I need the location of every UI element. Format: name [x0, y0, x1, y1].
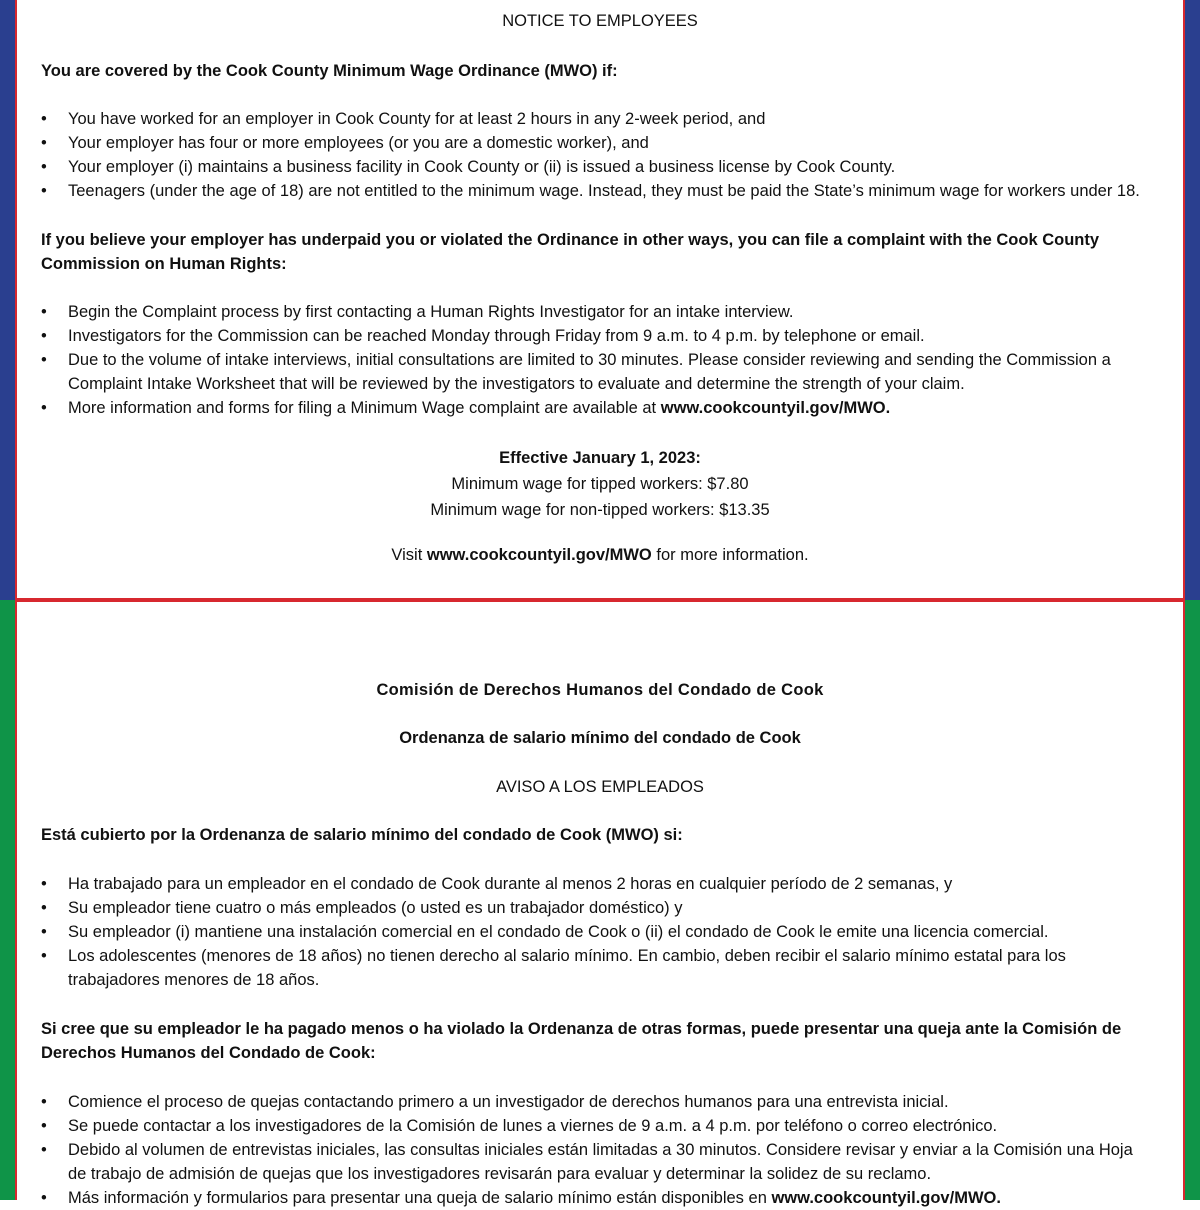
coverage-item-es: • Los adolescentes (menores de 18 años) no tienen derecho al salario mínimo. En cambio, deben recibir el salario mínimo estatal para los trabajadores menores de 18 años. [41, 944, 1153, 992]
coverage-list-es [41, 872, 1153, 992]
coverage-item-es: • Ha trabajado para un empleador en el condado de Cook durante al menos 2 horas en cualquier período de 2 semanas, y [41, 872, 1153, 896]
tipped-wage: Minimum wage for tipped workers: $7.80 [451, 475, 749, 493]
complaint-item: • Investigators for the Commission can be reached Monday through Friday from 9 a.m. to 4 p.m. by telephone or email. [41, 324, 1153, 348]
coverage-item: • Teenagers (under the age of 18) are not entitled to the minimum wage. Instead, they must be paid the State’s minimum wage for workers under 18. [41, 179, 1153, 203]
non-tipped-wage: Minimum wage for non-tipped workers: $13.35 [430, 501, 770, 519]
complaint-item: • Due to the volume of intake interviews, initial consultations are limited to 30 minutes. Please consider reviewing and sending the Commission a Complaint Intake Worksheet that will be reviewed by the investigators to evaluate and determine the strength of your claim. [41, 348, 1153, 396]
ordinance-title: Ordenanza de salario mínimo del condado de Cook [399, 729, 801, 747]
left-blue-border [0, 0, 15, 600]
visit-prefix: Visit [391, 546, 427, 564]
coverage-item: • Your employer has four or more employees (or you are a domestic worker), and [41, 131, 1153, 155]
coverage-heading-es: Está cubierto por la Ordenanza de salario mínimo del condado de Cook (MWO) si: [41, 826, 683, 844]
mwo-website-link[interactable]: www.cookcountyil.gov/MWO. [660, 399, 891, 417]
coverage-item: • Your employer (i) maintains a business facility in Cook County or (ii) is issued a business license by Cook County. [41, 155, 1153, 179]
spanish-notice-panel [15, 600, 1185, 1207]
complaint-heading-es: Si cree que su empleador le ha pagado menos o ha violado la Ordenanza de otras formas, puede presentar una queja ante la Comisión de Derechos Humanos del Condado de Cook: [41, 1020, 1122, 1062]
coverage-item-es: • Su empleador tiene cuatro o más empleados (o usted es un trabajador doméstico) y [41, 896, 1153, 920]
coverage-item-es: • Su empleador (i) mantiene una instalación comercial en el condado de Cook o (ii) el condado de Cook le emite una licencia comercial. [41, 920, 1153, 944]
complaint-item-more-info-es [41, 1186, 1153, 1210]
visit-line [17, 544, 1183, 566]
complaint-list [41, 300, 1153, 420]
more-info-text: More information and forms for filing a Minimum Wage complaint are available at [68, 399, 661, 417]
complaint-item-es: • Comience el proceso de quejas contactando primero a un investigador de derechos humanos para una entrevista inicial. [41, 1090, 1153, 1114]
coverage-heading: You are covered by the Cook County Minimum Wage Ordinance (MWO) if: [41, 62, 618, 80]
english-notice-panel [15, 0, 1185, 600]
right-green-border [1185, 600, 1200, 1200]
right-blue-border [1185, 0, 1200, 600]
complaint-list-es [41, 1090, 1153, 1210]
complaint-item-more-info [41, 396, 1153, 420]
notice-title-es: AVISO A LOS EMPLEADOS [496, 778, 704, 796]
visit-link[interactable]: www.cookcountyil.gov/MWO [426, 546, 652, 564]
complaint-item: • Begin the Complaint process by first contacting a Human Rights Investigator for an intake interview. [41, 300, 1153, 324]
complaint-item-es: • Se puede contactar a los investigadores de la Comisión de lunes a viernes de 9 a.m. a 4 p.m. por teléfono o correo electrónico. [41, 1114, 1153, 1138]
mwo-website-link-es[interactable]: www.cookcountyil.gov/MWO. [771, 1189, 1001, 1207]
left-green-border [0, 600, 15, 1200]
more-info-text-es: Más información y formularios para presentar una queja de salario mínimo están disponibles en [68, 1189, 772, 1207]
effective-wages [17, 445, 1183, 523]
notice-title: NOTICE TO EMPLOYEES [502, 12, 698, 30]
visit-suffix: for more information. [651, 546, 809, 564]
complaint-heading: If you believe your employer has underpaid you or violated the Ordinance in other ways, you can file a complaint with the Cook County Commission on Human Rights: [41, 231, 1100, 273]
coverage-item: • You have worked for an employer in Cook County for at least 2 hours in any 2-week period, and [41, 107, 1153, 131]
coverage-list [41, 107, 1153, 203]
commission-title: Comisión de Derechos Humanos del Condado de Cook [376, 681, 824, 699]
complaint-item-es: • Debido al volumen de entrevistas iniciales, las consultas iniciales están limitadas a 30 minutos. Considere revisar y enviar a la Comisión una Hoja de trabajo de admisión de quejas que los investigadores revisarán para evaluar y determinar la solidez de su reclamo. [41, 1138, 1153, 1186]
effective-date: Effective January 1, 2023: [499, 449, 701, 467]
